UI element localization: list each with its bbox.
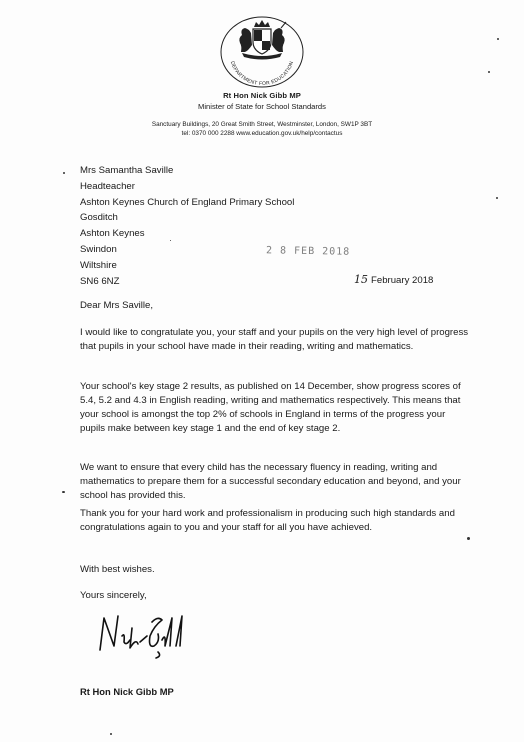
minister-name: Rt Hon Nick Gibb MP (223, 91, 301, 100)
recipient-line: Ashton Keynes (80, 228, 145, 240)
scan-speck (170, 240, 171, 241)
scan-speck (488, 71, 490, 73)
letter-paragraph: Thank you for your hard work and professionalism in producing such high standards and congratulations again to you and your staff for all you have achieved. (80, 508, 455, 533)
scan-speck (496, 197, 498, 199)
scan-speck (62, 491, 65, 493)
department-contact: tel: 0370 000 2288 www.education.gov.uk/help/contactus (181, 130, 343, 137)
department-crest-logo (218, 15, 306, 89)
recipient-line: Swindon (80, 243, 117, 255)
recipient-line: Ashton Keynes Church of England Primary School (80, 196, 295, 208)
closing-line: With best wishes. (80, 564, 155, 575)
signer-name: Rt Hon Nick Gibb MP (80, 686, 174, 697)
scan-speck (110, 733, 112, 735)
letter-paragraph: I would like to congratulate you, your staff and your pupils on the very high level of progress that pupils in your school have made in their reading, writing and mathematics. (80, 327, 469, 352)
department-address: Sanctuary Buildings, 20 Great Smith Street, Westminster, London, SW1P 3BT (151, 121, 373, 128)
sign-off: Yours sincerely, (80, 590, 147, 601)
recipient-line: Mrs Samantha Saville (80, 165, 174, 176)
crest-arc-text: DEPARTMENT FOR EDUCATION (228, 60, 296, 88)
handwritten-day: 15 (354, 273, 368, 286)
letter-paragraph: Your school's key stage 2 results, as published on 14 December, show progress scores of 5.4, 5.2 and 4.3 in English reading, writing and mathematics respectively. This means that your school is amongst the top 2% of schools in England in terms of the progress your pupils make between key stage 1 and the end of key stage 2. (80, 381, 461, 434)
handwritten-signature (92, 606, 192, 662)
date-month-year: February 2018 (371, 275, 434, 286)
letter-paragraph: We want to ensure that every child has the necessary fluency in reading, writing and mathematics to prepare them for a successful secondary education and beyond, and your school has provided this. (80, 462, 461, 501)
recipient-line: Wiltshire (80, 259, 117, 271)
recipient-line: Gosditch (80, 212, 118, 224)
recipient-line: SN6 6NZ (80, 275, 120, 287)
recipient-address-block (80, 163, 294, 289)
minister-title: Minister of State for School Standards (198, 102, 326, 111)
letter-date (354, 273, 433, 286)
scan-speck (497, 38, 499, 40)
salutation: Dear Mrs Saville, (80, 300, 154, 311)
recipient-line: Headteacher (80, 180, 135, 192)
scan-speck (467, 537, 470, 540)
received-date-stamp: 2 8 FEB 2018 (265, 245, 351, 258)
scan-speck (63, 172, 65, 174)
